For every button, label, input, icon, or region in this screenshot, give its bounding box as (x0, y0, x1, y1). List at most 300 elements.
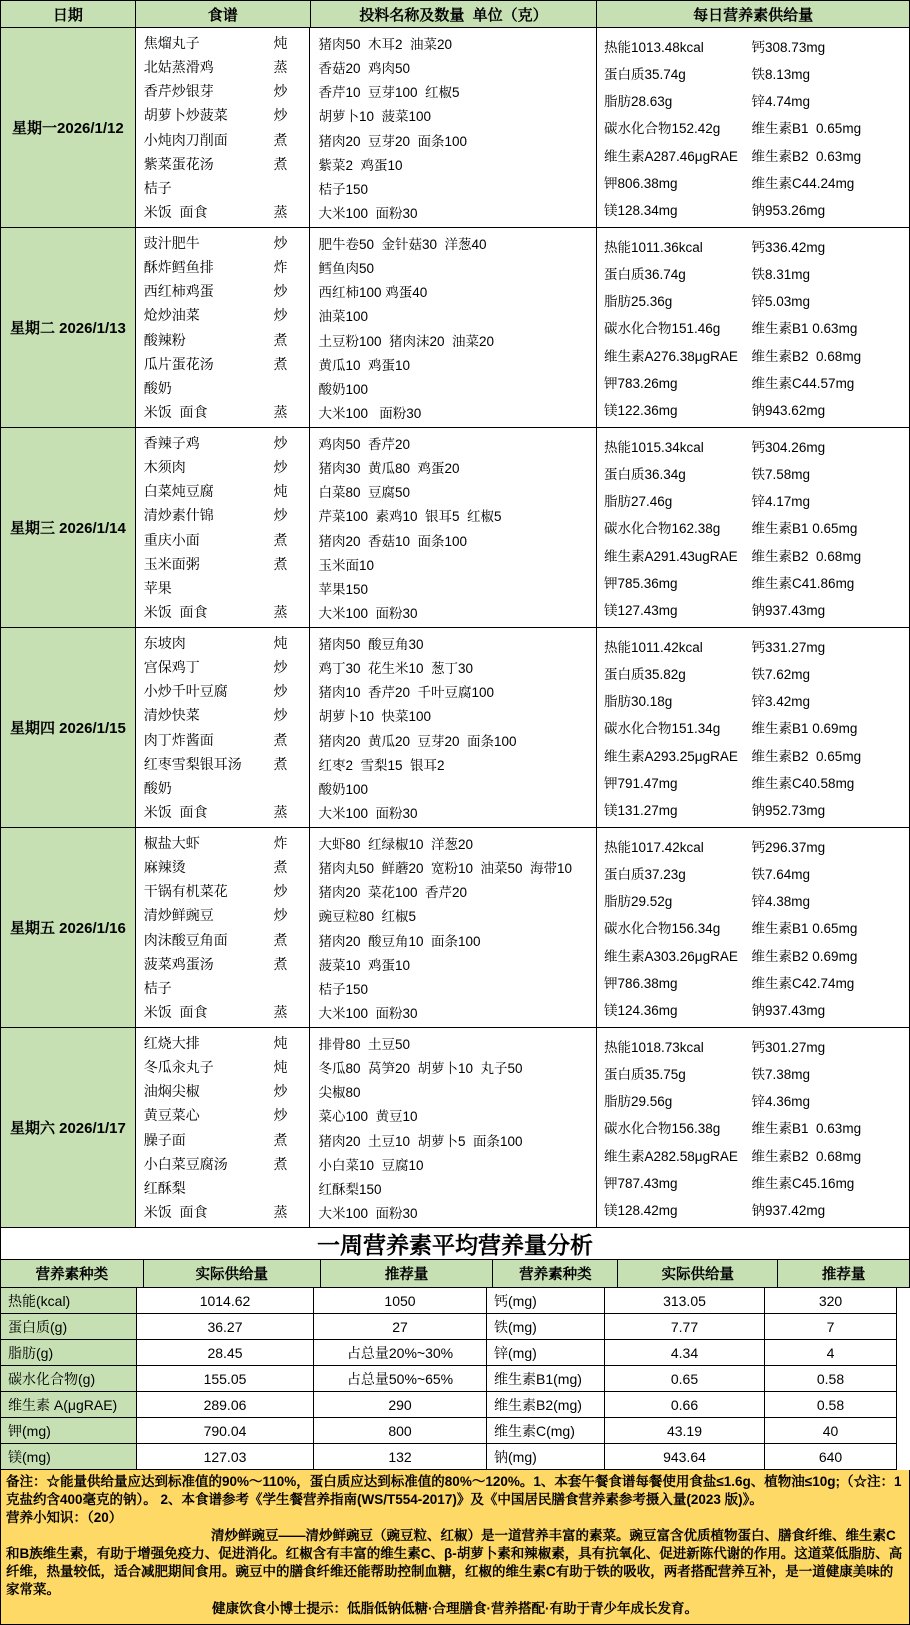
nutrient-col-right (745, 228, 909, 427)
remark-text: 备注：☆能量供给量应达到标准值的90%～110%，蛋白质应达到标准值的80%～120%。1、本套午餐食谱每餐使用食盐≤1.6g、植物油≤10g;（☆注：1克盐约含400毫克的钠）。 2、本食谱参考《学生餐营养指南(WS/T554-2017)》及《中国居民膳食营养素参考摄入量(2023 版)》。 (6, 1474, 902, 1507)
nutrient-item: 锌4.17mg (751, 494, 811, 510)
ingredient-row: 猪肉20 香菇10 面条100 (318, 533, 468, 549)
ingredient-row: 胡萝卜10 菠菜100 (318, 109, 432, 125)
dish-name: 清炒鲜豌豆 (143, 907, 214, 924)
dish-row (136, 802, 310, 822)
nutrient-col-left (597, 228, 745, 427)
cooking-method: 炒 (273, 707, 288, 724)
dish-name: 红酥梨 (143, 1179, 186, 1196)
nutrient-item: 蛋白质35.75g (604, 1066, 686, 1082)
nutrient-item: 脂肪30.18g (604, 694, 673, 710)
ingredient-row: 猪肉20 豆芽20 面条100 (318, 133, 468, 149)
cooking-method: 炒 (273, 683, 288, 700)
nutrient-col-right (745, 28, 909, 227)
nutrient-item: 脂肪27.46g (604, 494, 673, 510)
ingredient-list (310, 28, 597, 228)
dish-list (136, 228, 311, 428)
day-row (1, 828, 910, 1028)
nutrient-col-right (745, 428, 909, 627)
dish-row (136, 1033, 310, 1053)
ingredient-row: 冬瓜80 莴笋20 胡萝卜10 丸子50 (318, 1061, 523, 1077)
day-row (1, 628, 910, 828)
cooking-method: 蒸 (273, 803, 288, 820)
nutrient-item: 维生素C44.24mg (751, 176, 855, 192)
nutrient-item: 维生素B1 0.63mg (751, 321, 858, 337)
recommended-cell: 132 (314, 1444, 487, 1470)
nutrient-item: 钙331.27mg (751, 639, 826, 655)
ingredient-row: 香芹10 豆芽100 红椒5 (318, 85, 460, 101)
dish-name: 豉汁肥牛 (143, 235, 200, 252)
nutrient-item: 脂肪29.52g (604, 894, 673, 910)
dish-row (136, 57, 310, 77)
header-ingredients: 投料名称及数量 单位（克） (311, 1, 598, 28)
summary-table-body (1, 1288, 910, 1470)
dish-name: 宫保鸡丁 (143, 659, 200, 676)
nutrient-col-left (597, 628, 745, 827)
nutrient-item: 脂肪29.56g (604, 1094, 673, 1110)
dish-row (136, 130, 310, 150)
nutrient-item: 热能1015.34kcal (604, 439, 704, 455)
actual-supply-cell: 1014.62 (137, 1288, 314, 1314)
actual-supply-cell: 0.65 (605, 1366, 765, 1392)
ingredient-row: 猪肉50 木耳2 油菜20 (318, 37, 453, 53)
dish-name: 米饭 面食 (143, 403, 208, 420)
ingredient-row: 大米100 面粉30 (318, 405, 422, 421)
cooking-method: 炖 (273, 483, 288, 500)
nutrient-item: 铁7.38mg (751, 1066, 811, 1082)
nutrient-item: 维生素C40.58mg (751, 776, 855, 792)
actual-supply-cell: 36.27 (137, 1314, 314, 1340)
cooking-method: 蒸 (273, 59, 288, 76)
dish-row (136, 402, 310, 422)
dish-name: 小白菜豆腐汤 (143, 1155, 228, 1172)
cooking-method: 炒 (273, 307, 288, 324)
nutrient-col-left (597, 428, 745, 627)
nutrient-type-cell: 碳水化合物(g) (1, 1366, 137, 1392)
nutrient-item: 锌4.36mg (751, 1094, 811, 1110)
nutrient-item: 钠943.62mg (751, 403, 826, 419)
nutrient-item: 热能1013.48kcal (604, 39, 704, 55)
dish-row (136, 1202, 310, 1222)
ingredient-row: 猪肉30 黄瓜80 鸡蛋20 (318, 461, 460, 477)
nutrient-item: 维生素B1 0.65mg (751, 921, 858, 937)
dish-row (136, 833, 310, 853)
recommended-cell: 800 (314, 1418, 487, 1444)
dish-row (136, 602, 310, 622)
actual-supply-cell: 127.03 (137, 1444, 314, 1470)
dish-row (136, 354, 310, 374)
nutrient-cell (597, 828, 910, 1028)
ingredient-row: 土豆粉100 猪肉沫20 油菜20 (318, 333, 495, 349)
nutrient-item: 维生素B2 0.63mg (751, 148, 862, 164)
nutrient-col-left (597, 828, 745, 1027)
ingredient-list (310, 228, 597, 428)
summary-header-cell: 营养素种类 (1, 1260, 144, 1288)
nutrient-item: 钠937.43mg (751, 1003, 826, 1019)
cooking-method: 煮 (273, 355, 288, 372)
dish-name: 白菜炖豆腐 (143, 483, 214, 500)
ingredient-row: 紫菜2 鸡蛋10 (318, 157, 403, 173)
dish-name: 麻辣烫 (143, 859, 186, 876)
ingredient-row: 玉米面10 (318, 557, 375, 573)
ingredient-row: 西红柿100 鸡蛋40 (318, 285, 428, 301)
nutrient-type-cell: 脂肪(g) (1, 1340, 137, 1366)
ingredient-row: 红酥梨150 (318, 1181, 382, 1197)
dish-row (136, 1002, 310, 1022)
dish-name: 紫菜蛋花汤 (143, 155, 214, 172)
ingredient-row: 猪肉20 菜花100 香芹20 (318, 885, 468, 901)
cooking-method: 炒 (273, 435, 288, 452)
nutrient-item: 维生素C41.86mg (751, 576, 855, 592)
nutrient-cell (597, 1028, 910, 1228)
dish-name: 红枣雪梨银耳汤 (143, 755, 242, 772)
day-row (1, 1028, 910, 1228)
nutrient-item: 维生素A303.26μgRAE (604, 948, 738, 964)
health-tip: 健康饮食小博士提示：低脂低钠低糖·合理膳食·营养搭配·有助于青少年成长发育。 (212, 1601, 698, 1616)
nutrient-item: 维生素A282.58μgRAE (604, 1148, 738, 1164)
actual-supply-cell: 43.19 (605, 1418, 765, 1444)
summary-row (1, 1288, 910, 1314)
ingredient-list (310, 828, 597, 1028)
ingredient-row: 油菜100 (318, 309, 369, 325)
nutrient-item: 蛋白质35.82g (604, 666, 686, 682)
dish-row (136, 378, 310, 398)
cooking-method: 蒸 (273, 1003, 288, 1020)
dish-name: 东坡肉 (143, 635, 186, 652)
cooking-method: 炒 (273, 907, 288, 924)
ingredient-row: 猪肉50 酸豆角30 (318, 637, 424, 653)
nutrient-item: 钙301.27mg (751, 1039, 826, 1055)
dish-name: 酸辣粉 (143, 331, 186, 348)
nutrient-item: 碳水化合物152.42g (604, 121, 721, 137)
nutrient-item: 维生素C45.16mg (751, 1176, 855, 1192)
dish-name: 米饭 面食 (143, 1203, 208, 1220)
nutrient-item: 钠952.73mg (751, 803, 826, 819)
cooking-method: 炒 (273, 107, 288, 124)
dish-name: 玉米面粥 (143, 555, 200, 572)
ingredient-row: 猪肉20 酸豆角10 面条100 (318, 933, 481, 949)
dish-row (136, 154, 310, 174)
nutrient-item: 维生素B2 0.68mg (751, 548, 862, 564)
nutrient-item: 碳水化合物151.34g (604, 721, 721, 737)
nutrient-item: 钠937.42mg (751, 1203, 826, 1219)
nutrient-item: 维生素B1 0.65mg (751, 121, 862, 137)
nutrient-type-cell: 热能(kcal) (1, 1288, 137, 1314)
dish-name: 酥炸鳕鱼排 (143, 259, 214, 276)
actual-supply-cell: 289.06 (137, 1392, 314, 1418)
nutrient-item: 维生素B2 0.69mg (751, 948, 858, 964)
dish-name: 油焖尖椒 (143, 1083, 200, 1100)
dish-list (136, 628, 311, 828)
nutrient-item: 钙296.37mg (751, 839, 826, 855)
dish-row (136, 1154, 310, 1174)
recommended-cell: 占总量20%~30% (314, 1340, 487, 1366)
dish-row (136, 1178, 310, 1198)
cooking-method: 煮 (273, 1155, 288, 1172)
nutrient-type-cell: 蛋白质(g) (1, 1314, 137, 1340)
ingredient-row: 尖椒80 (318, 1085, 361, 1101)
cooking-method: 炸 (273, 259, 288, 276)
nutrient-item: 碳水化合物156.34g (604, 921, 721, 937)
nutrient-item: 维生素B1 0.69mg (751, 721, 858, 737)
dish-name: 米饭 面食 (143, 803, 208, 820)
ingredient-row: 肥牛卷50 金针菇30 洋葱40 (318, 237, 487, 253)
nutrient-item: 维生素B2 0.65mg (751, 748, 862, 764)
dish-name: 木须肉 (143, 459, 186, 476)
actual-supply-cell: 790.04 (137, 1418, 314, 1444)
dish-name: 炝炒油菜 (143, 307, 200, 324)
nutrient-cell (597, 28, 910, 228)
cooking-method: 炸 (273, 835, 288, 852)
dish-row (136, 554, 310, 574)
ingredient-row: 豌豆粒80 红椒5 (318, 909, 417, 925)
cooking-method: 炒 (273, 1083, 288, 1100)
ingredient-row: 芹菜100 素鸡10 银耳5 红椒5 (318, 509, 502, 525)
dish-name: 干锅有机菜花 (143, 883, 228, 900)
ingredient-row: 大米100 面粉30 (318, 205, 418, 221)
dish-name: 桔子 (143, 979, 172, 996)
nutrient-item: 维生素C42.74mg (751, 976, 855, 992)
ingredient-row: 苹果150 (318, 581, 369, 597)
recommended-cell: 290 (314, 1392, 487, 1418)
dish-row (136, 881, 310, 901)
nutrient-item: 镁124.36mg (604, 1003, 678, 1019)
date-cell: 星期六 2026/1/17 (1, 1028, 136, 1228)
cooking-method: 炖 (273, 1035, 288, 1052)
menu-table-header-row (1, 1, 910, 28)
nutrient-item: 锌4.38mg (751, 894, 811, 910)
dish-name: 米饭 面食 (143, 1003, 208, 1020)
cooking-method: 炖 (273, 1059, 288, 1076)
cooking-method: 炒 (273, 659, 288, 676)
dish-row (136, 530, 310, 550)
ingredient-row: 大虾80 红绿椒10 洋葱20 (318, 837, 474, 853)
nutrient-type-cell: 铁(mg) (487, 1314, 605, 1340)
header-menu: 食谱 (136, 1, 311, 28)
nutrient-item: 钠953.26mg (751, 203, 826, 219)
dish-row (136, 1081, 310, 1101)
ingredient-row: 鳕鱼肉50 (318, 261, 375, 277)
recommended-cell: 27 (314, 1314, 487, 1340)
date-cell: 星期五 2026/1/16 (1, 828, 136, 1028)
notes-section (1, 1470, 910, 1625)
nutrient-item: 锌4.74mg (751, 94, 811, 110)
nutrient-item: 热能1017.42kcal (604, 839, 704, 855)
nutrient-item: 钾791.47mg (604, 776, 678, 792)
nutrient-item: 蛋白质36.74g (604, 266, 686, 282)
cooking-method: 炒 (273, 83, 288, 100)
dish-name: 清炒快菜 (143, 707, 200, 724)
cooking-method: 煮 (273, 531, 288, 548)
ingredient-row: 猪肉10 香芹20 千叶豆腐100 (318, 685, 495, 701)
actual-supply-cell: 4.34 (605, 1340, 765, 1366)
dish-row (136, 281, 310, 301)
dish-name: 重庆小面 (143, 531, 200, 548)
nutrient-item: 钙336.42mg (751, 239, 826, 255)
dish-row (136, 1130, 310, 1150)
dish-name: 米饭 面食 (143, 603, 208, 620)
nutrient-item: 维生素B1 0.63mg (751, 1121, 862, 1137)
dish-name: 米饭 面食 (143, 203, 208, 220)
day-row (1, 428, 910, 628)
summary-row (1, 1418, 910, 1444)
recommended-cell: 0.58 (765, 1366, 897, 1392)
cooking-method: 煮 (273, 331, 288, 348)
nutrient-item: 铁7.58mg (751, 466, 811, 482)
ingredient-row: 菠菜10 鸡蛋10 (318, 957, 411, 973)
nutrient-item: 钙304.26mg (751, 439, 826, 455)
summary-header-cell: 推荐量 (321, 1260, 494, 1288)
nutrient-type-cell: 钾(mg) (1, 1418, 137, 1444)
actual-supply-cell: 155.05 (137, 1366, 314, 1392)
dish-name: 红烧大排 (143, 1035, 200, 1052)
actual-supply-cell: 313.05 (605, 1288, 765, 1314)
dish-name: 小炖肉刀削面 (143, 131, 228, 148)
summary-header-cell: 实际供给量 (618, 1260, 778, 1288)
nutrient-item: 维生素B2 0.68mg (751, 348, 862, 364)
nutrient-type-cell: 锌(mg) (487, 1340, 605, 1366)
nutrient-type-cell: 维生素B1(mg) (487, 1366, 605, 1392)
nutrient-item: 锌3.42mg (751, 694, 811, 710)
recommended-cell: 7 (765, 1314, 897, 1340)
dish-name: 香芹炒银芽 (143, 83, 214, 100)
nutrient-item: 铁8.13mg (751, 66, 811, 82)
nutrient-cell (597, 228, 910, 428)
day-row (1, 28, 910, 228)
nutrient-col-right (745, 828, 909, 1027)
dish-name: 黄豆菜心 (143, 1107, 200, 1124)
cooking-method: 煮 (273, 155, 288, 172)
cooking-method: 煮 (273, 931, 288, 948)
cooking-method: 炒 (273, 459, 288, 476)
nutrition-knowledge-title: 营养小知识：（20） (6, 1510, 123, 1525)
recommended-cell: 320 (765, 1288, 897, 1314)
ingredient-row: 红枣2 雪梨15 银耳2 (318, 757, 445, 773)
nutrient-item: 维生素A287.46μgRAE (604, 148, 738, 164)
nutrient-item: 热能1011.36kcal (604, 239, 703, 255)
ingredient-row: 猪肉20 土豆10 胡萝卜5 面条100 (318, 1133, 523, 1149)
dish-row (136, 1105, 310, 1125)
dish-row (136, 633, 310, 653)
ingredient-row: 香菇20 鸡肉50 (318, 61, 411, 77)
dish-row (136, 202, 310, 222)
cooking-method: 煮 (273, 131, 288, 148)
cooking-method: 蒸 (273, 603, 288, 620)
nutrition-knowledge-body: 清炒鲜豌豆——清炒鲜豌豆（豌豆粒、红椒）是一道营养丰富的素菜。豌豆富含优质植物蛋白、膳食纤维、维生素C和B族维生素，有助于增强免疫力、促进消化。红椒含有丰富的维生素C、β-胡萝卜素和辣椒素，具有抗氧化、促进新陈代谢的作用。这道菜低脂肪、高纤维，热量较低，适合减肥期间食用。豌豆中的膳食纤维还能帮助控制血糖，红椒的维生素C有助于铁的吸收，两者搭配营养互补，是一道健康美味的家常菜。 (6, 1528, 903, 1597)
recommended-cell: 640 (765, 1444, 897, 1470)
ingredient-row: 鸡肉50 香芹20 (318, 437, 411, 453)
summary-row (1, 1366, 910, 1392)
nutrient-item: 蛋白质35.74g (604, 66, 686, 82)
nutrient-item: 镁131.27mg (604, 803, 678, 819)
dish-row (136, 105, 310, 125)
nutrient-item: 钾787.43mg (604, 1176, 678, 1192)
ingredient-row: 猪肉丸50 鲜蘑20 宽粉10 油菜50 海带10 (318, 861, 573, 877)
dish-row (136, 730, 310, 750)
nutrient-item: 钾786.38mg (604, 976, 678, 992)
cooking-method: 炖 (273, 635, 288, 652)
nutrient-type-cell: 维生素 A(μgRAE) (1, 1392, 137, 1418)
cooking-method: 蒸 (273, 1203, 288, 1220)
dish-list (136, 828, 311, 1028)
summary-row (1, 1392, 910, 1418)
nutrient-item: 铁7.64mg (751, 866, 811, 882)
date-cell: 星期三 2026/1/14 (1, 428, 136, 628)
actual-supply-cell: 28.45 (137, 1340, 314, 1366)
ingredient-row: 桔子150 (318, 181, 369, 197)
summary-header-cell: 实际供给量 (144, 1260, 321, 1288)
dish-row (136, 681, 310, 701)
nutrient-cell (597, 628, 910, 828)
dish-name: 西红柿鸡蛋 (143, 283, 214, 300)
dish-name: 肉丁炸酱面 (143, 731, 214, 748)
cooking-method: 煮 (273, 955, 288, 972)
dish-row (136, 705, 310, 725)
menu-table-body (1, 28, 910, 1228)
nutrient-type-cell: 钠(mg) (487, 1444, 605, 1470)
ingredient-row: 菜心100 黄豆10 (318, 1109, 418, 1125)
date-cell: 星期四 2026/1/15 (1, 628, 136, 828)
cooking-method: 蒸 (273, 203, 288, 220)
recommended-cell: 1050 (314, 1288, 487, 1314)
dish-name: 酸奶 (143, 379, 172, 396)
nutrient-item: 蛋白质37.23g (604, 866, 686, 882)
dish-name: 肉沫酸豆角面 (143, 931, 228, 948)
summary-row (1, 1340, 910, 1366)
cooking-method: 煮 (273, 731, 288, 748)
ingredient-row: 猪肉20 黄瓜20 豆芽20 面条100 (318, 733, 517, 749)
nutrient-item: 维生素B2 0.68mg (751, 1148, 862, 1164)
nutrient-item: 热能1018.73kcal (604, 1039, 704, 1055)
nutrient-item: 脂肪28.63g (604, 94, 673, 110)
dish-row (136, 954, 310, 974)
dish-name: 清炒素什锦 (143, 507, 214, 524)
ingredient-list (310, 1028, 597, 1228)
dish-row (136, 578, 310, 598)
nutrient-item: 钾783.26mg (604, 376, 678, 392)
nutrient-item: 钾806.38mg (604, 176, 678, 192)
nutrient-item: 维生素B1 0.65mg (751, 521, 858, 537)
actual-supply-cell: 0.66 (605, 1392, 765, 1418)
summary-title: 一周营养素平均营养量分析 (1, 1228, 910, 1260)
recommended-cell: 40 (765, 1418, 897, 1444)
nutrient-col-right (745, 628, 909, 827)
nutrient-item: 维生素A291.43ugRAE (604, 548, 738, 564)
cooking-method: 炒 (273, 283, 288, 300)
dish-row (136, 433, 310, 453)
actual-supply-cell: 7.77 (605, 1314, 765, 1340)
dish-row (136, 505, 310, 525)
cooking-method: 炒 (273, 1107, 288, 1124)
recommended-cell: 占总量50%~65% (314, 1366, 487, 1392)
cooking-method: 炒 (273, 883, 288, 900)
date-cell: 星期二 2026/1/13 (1, 228, 136, 428)
ingredient-list (310, 428, 597, 628)
dish-name: 焦熘丸子 (143, 35, 200, 52)
cooking-method: 炖 (273, 35, 288, 52)
nutrient-col-left (597, 1028, 745, 1227)
dish-row (136, 657, 310, 677)
dish-row (136, 305, 310, 325)
dish-row (136, 778, 310, 798)
ingredient-row: 排骨80 土豆50 (318, 1037, 411, 1053)
nutrient-item: 钾785.36mg (604, 576, 678, 592)
dish-name: 香辣子鸡 (143, 435, 200, 452)
dish-name: 臊子面 (143, 1131, 186, 1148)
nutrient-item: 蛋白质36.34g (604, 466, 686, 482)
dish-name: 桔子 (143, 179, 172, 196)
nutrient-item: 维生素C44.57mg (751, 376, 855, 392)
